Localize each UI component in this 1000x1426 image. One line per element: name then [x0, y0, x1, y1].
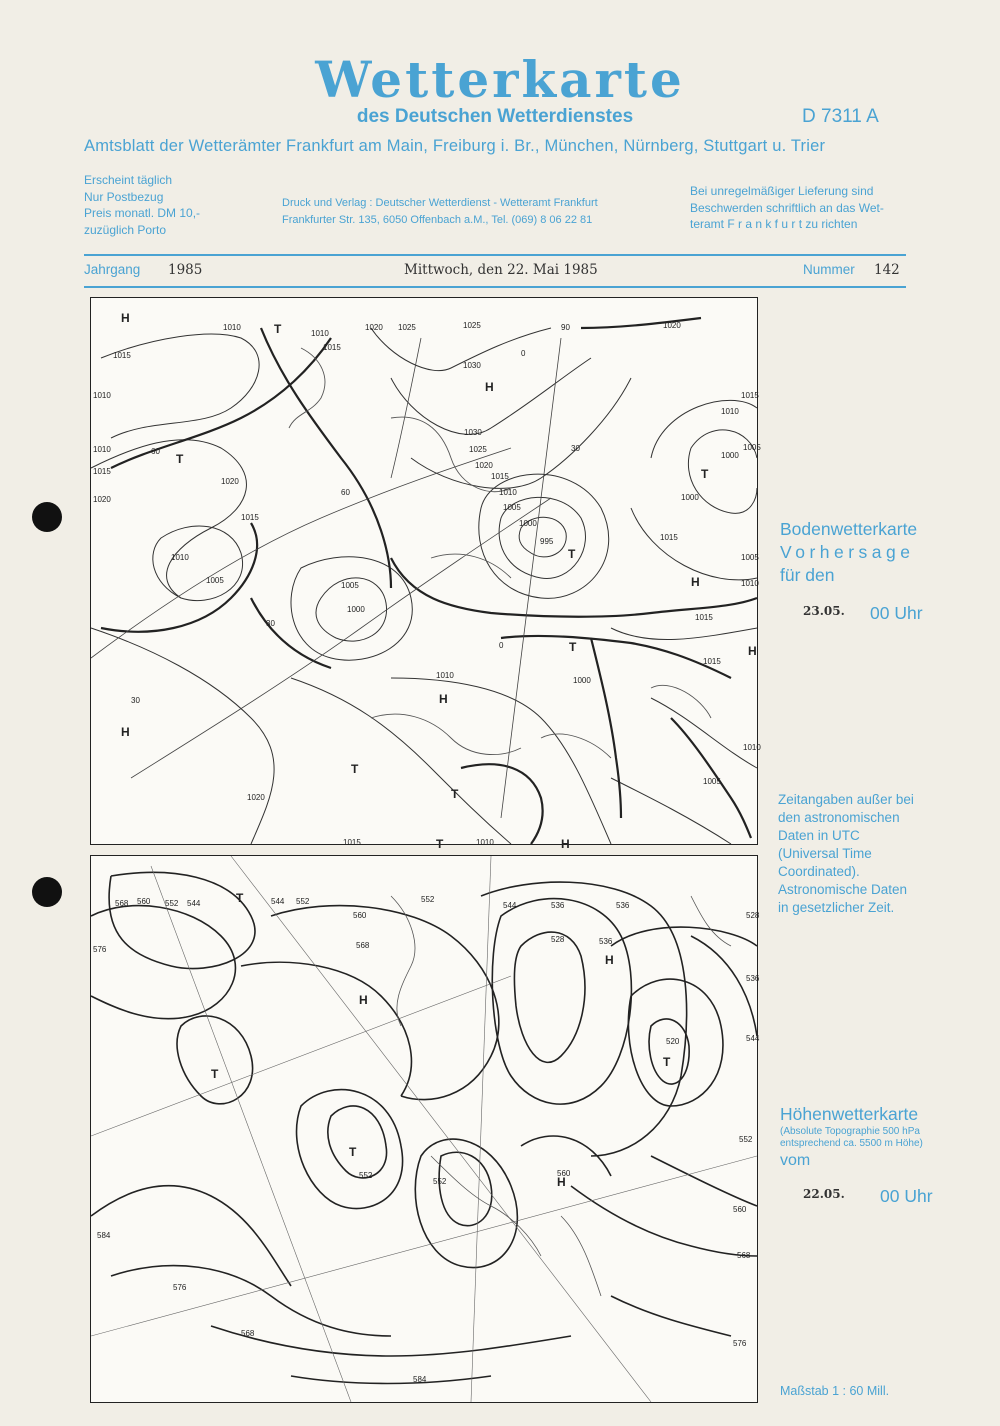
isobar-label: 1005: [743, 443, 761, 452]
note-line: (Absolute Topographie 500 hPa: [780, 1126, 920, 1137]
publisher-line: Druck und Verlag : Deutscher Wetterdienst - Wetteramt Frankfurt: [282, 197, 598, 209]
surface-map-date: 23.05.: [803, 604, 845, 618]
isobar-label: 1015: [660, 533, 678, 542]
footnote-line: (Universal Time: [778, 846, 872, 861]
low-pressure-label: T: [176, 452, 184, 466]
isobar-label: 0: [499, 641, 504, 650]
isobar-label: 1015: [343, 838, 361, 847]
isobar-label: 544: [746, 1034, 760, 1043]
low-pressure-label: T: [701, 467, 709, 481]
header-rule-bottom: [84, 286, 906, 288]
surface-map-canvas: [91, 298, 761, 851]
isobar-label: 544: [271, 897, 285, 906]
isobar-label: 1005: [703, 777, 721, 786]
isobar-label: 1015: [113, 351, 131, 360]
year-value: 1985: [168, 262, 203, 278]
isobar-label: 30: [266, 619, 275, 628]
isobar-label: 1020: [247, 793, 265, 802]
isobar-label: 1020: [93, 495, 111, 504]
isobar-label: 552: [433, 1177, 447, 1186]
upper-map-title: Höhenwetterkarte: [780, 1104, 919, 1124]
isobar-label: 568: [356, 941, 370, 950]
isobar-label: 1005: [341, 581, 359, 590]
low-pressure-label: T: [274, 322, 282, 336]
note-line: entsprechend ca. 5500 m Höhe): [780, 1137, 923, 1149]
isobar-label: 1020: [221, 477, 239, 486]
isobar-label: 536: [746, 974, 760, 983]
footnote-line: in gesetzlicher Zeit.: [778, 900, 895, 915]
isobar-label: 536: [551, 901, 565, 910]
isobar-label: 1025: [463, 321, 481, 330]
punch-hole: [32, 502, 62, 532]
isobar-label: 528: [746, 911, 760, 920]
isobar-label: 1010: [93, 391, 111, 400]
isobar-label: 30: [571, 444, 580, 453]
low-pressure-label: T: [351, 762, 359, 776]
isobar-label: 1000: [347, 605, 365, 614]
isobar-label: 30: [131, 696, 140, 705]
isobar-label: 1020: [475, 461, 493, 470]
upper-air-map: [90, 855, 758, 1403]
low-pressure-label: T: [236, 891, 244, 905]
header-rule-top: [84, 254, 906, 256]
isobar-label: 552: [359, 1171, 373, 1180]
surface-map-caption: [780, 518, 917, 587]
isobar-label: 568: [241, 1329, 255, 1338]
number-value: 142: [874, 262, 900, 278]
isobar-label: 552: [296, 897, 310, 906]
isobar-label: 1015: [241, 513, 259, 522]
isobar-label: 560: [137, 897, 151, 906]
isobar-label: 1000: [681, 493, 699, 502]
isobar-label: 1005: [206, 576, 224, 585]
publication-line: Nur Postbezug: [84, 189, 164, 204]
isobar-label: 60: [151, 447, 160, 456]
isobar-label: 1010: [171, 553, 189, 562]
caption-line: für den: [780, 565, 835, 585]
upper-map-note: [780, 1126, 923, 1149]
isobar-label: 1015: [491, 472, 509, 481]
publication-code: D 7311 A: [802, 106, 879, 127]
isobar-label: 1010: [499, 488, 517, 497]
isobar-label: 1015: [703, 657, 721, 666]
isobar-label: 560: [353, 911, 367, 920]
isobar-label: 1005: [503, 503, 521, 512]
isobar-label: 1010: [436, 671, 454, 680]
low-pressure-label: T: [349, 1145, 357, 1159]
isobar-label: 576: [733, 1339, 747, 1348]
isobar-label: 1020: [663, 321, 681, 330]
masthead-title: Wetterkarte: [315, 50, 685, 109]
isobar-label: 0: [521, 349, 526, 358]
isobar-label: 1030: [463, 361, 481, 370]
complaints-line: Beschwerden schriftlich an das Wet-: [690, 200, 884, 215]
publisher-line: Frankfurter Str. 135, 6050 Offenbach a.M., Tel. (069) 8 06 22 81: [282, 213, 593, 226]
isobar-label: 544: [503, 901, 517, 910]
upper-map-vom: vom: [780, 1152, 811, 1169]
isobar-label: 584: [413, 1375, 427, 1384]
isobar-label: 1010: [741, 579, 759, 588]
publication-info: [84, 172, 200, 238]
complaints-info: [690, 183, 884, 233]
isobar-label: 1010: [743, 743, 761, 752]
isobar-label: 1010: [311, 329, 329, 338]
isobar-label: 1000: [519, 519, 537, 528]
isobar-label: 1020: [365, 323, 383, 332]
complaints-line: Bei unregelmäßiger Lieferung sind: [690, 184, 874, 198]
high-pressure-label: H: [557, 1175, 566, 1189]
isobar-label: 576: [93, 945, 107, 954]
upper-map-time: 00 Uhr: [880, 1186, 933, 1206]
year-label: Jahrgang: [84, 262, 141, 277]
isobar-label: 552: [739, 1135, 753, 1144]
complaints-line: teramt F r a n k f u r t zu richten: [690, 217, 858, 231]
surface-map-labels: [93, 311, 761, 851]
isobar-label: 1010: [223, 323, 241, 332]
isobar-label: 560: [733, 1205, 747, 1214]
punch-hole: [32, 877, 62, 907]
issue-date: Mittwoch, den 22. Mai 1985: [404, 262, 598, 278]
upper-map-date: 22.05.: [803, 1187, 845, 1201]
isobar-label: 536: [616, 901, 630, 910]
high-pressure-label: H: [748, 644, 757, 658]
isobar-label: 1015: [695, 613, 713, 622]
masthead-subtitle: des Deutschen Wetterdienstes: [356, 106, 634, 127]
high-pressure-label: H: [439, 692, 448, 706]
footnote-line: Astronomische Daten: [778, 882, 908, 897]
surface-map-time: 00 Uhr: [870, 603, 923, 623]
isobar-label: 60: [341, 488, 350, 497]
time-footnote: [778, 791, 914, 917]
caption-line: Bodenwetterkarte: [780, 519, 918, 539]
high-pressure-label: H: [561, 837, 570, 851]
isobar-label: 568: [737, 1251, 751, 1260]
number-label: Nummer: [803, 262, 855, 277]
low-pressure-label: T: [569, 640, 577, 654]
isobar-label: 1025: [398, 323, 416, 332]
isobar-label: 528: [551, 935, 565, 944]
upper-map-canvas: [91, 856, 760, 1402]
upper-map-labels: [93, 891, 760, 1384]
footnote-line: Daten in UTC: [778, 828, 860, 843]
isobar-label: 995: [540, 537, 554, 546]
publication-line: zuzüglich Porto: [84, 222, 167, 237]
isobar-label: 1010: [93, 445, 111, 454]
footnote-line: Zeitangaben außer bei: [778, 792, 914, 807]
isobar-label: 520: [666, 1037, 680, 1046]
isobar-label: 1000: [573, 676, 591, 685]
isobar-label: 544: [187, 899, 201, 908]
isobar-label: 1025: [469, 445, 487, 454]
low-pressure-label: T: [211, 1067, 219, 1081]
publication-line: Erscheint täglich: [84, 173, 173, 187]
publication-line: Preis monatl. DM 10,-: [84, 206, 201, 220]
map-scale: Maßstab 1 : 60 Mill.: [780, 1384, 890, 1398]
isobar-label: 576: [173, 1283, 187, 1292]
caption-line: Vorhersage: [780, 542, 915, 562]
isobar-label: 1010: [476, 838, 494, 847]
footnote-line: Coordinated).: [778, 864, 860, 879]
isobar-label: 1015: [741, 391, 759, 400]
high-pressure-label: H: [605, 953, 614, 967]
low-pressure-label: T: [663, 1055, 671, 1069]
low-pressure-label: T: [568, 547, 576, 561]
high-pressure-label: H: [485, 380, 494, 394]
offices-line: Amtsblatt der Wetterämter Frankfurt am Main, Freiburg i. Br., München, Nürnberg, Stuttgart u. Trier: [84, 137, 826, 155]
isobar-label: 1000: [721, 451, 739, 460]
publisher-info: [282, 195, 598, 228]
high-pressure-label: H: [359, 993, 368, 1007]
isobar-label: 568: [115, 899, 129, 908]
isobar-label: 584: [97, 1231, 111, 1240]
isobar-label: 1010: [721, 407, 739, 416]
low-pressure-label: T: [451, 787, 459, 801]
high-pressure-label: H: [121, 725, 130, 739]
high-pressure-label: H: [121, 311, 130, 325]
surface-weather-map: [90, 297, 761, 851]
footnote-line: den astronomischen: [778, 810, 900, 825]
isobar-label: 1015: [93, 467, 111, 476]
isobar-label: 552: [165, 899, 179, 908]
isobar-label: 536: [599, 937, 613, 946]
isobar-label: 552: [421, 895, 435, 904]
isobar-label: 1005: [741, 553, 759, 562]
high-pressure-label: H: [691, 575, 700, 589]
low-pressure-label: T: [436, 837, 444, 851]
isobar-label: 1015: [323, 343, 341, 352]
isobar-label: 90: [561, 323, 570, 332]
isobar-label: 560: [557, 1169, 571, 1178]
isobar-label: 1030: [464, 428, 482, 437]
